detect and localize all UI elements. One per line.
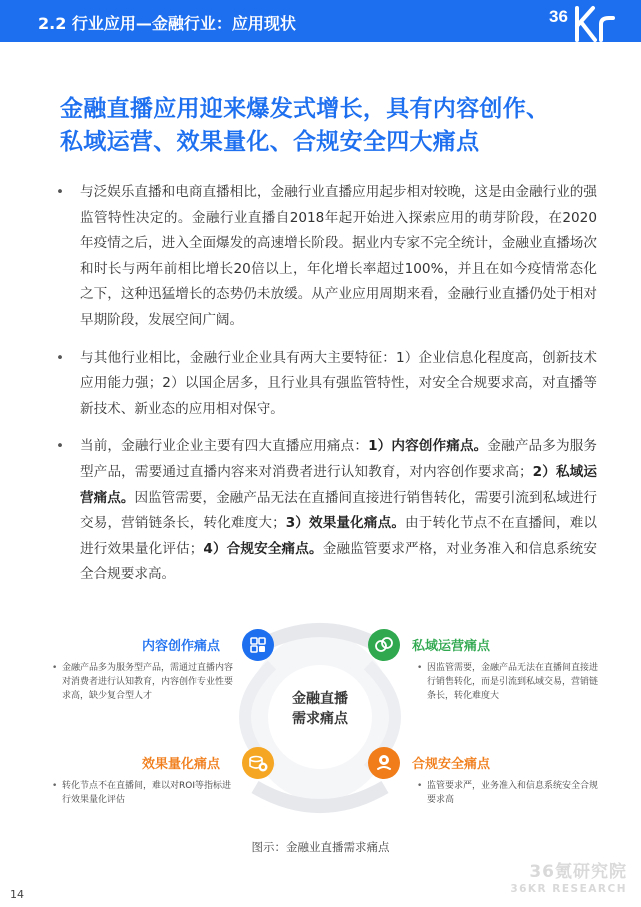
bullet-1-text: 与泛娱乐直播和电商直播相比，金融行业直播应用起步相对较晚，这是由金融行业的强监管特性决定的。金融行业直播自2018年起开始进入探索应用的萌芽阶段，在2020年疫情之后，进入全面爆发的高速增长阶段。据业内专家不完全统计，金融业直播场次和时长与两年前相比增长20倍以上，年化增长率超过100%，并且在如今疫情常态化之下，这种迅猛增长的态势仍未放缓。从产业应用周期来看，金融行业直播仍处于相对早期阶段，发展空间广阔。 (80, 184, 597, 328)
bullet-item-2 (52, 346, 597, 423)
quadrant-private-text: 因监管需要，金融产品无法在直播间直接进行销售转化，而是引流到私域交易，营销链条长，转化难度大 (427, 663, 599, 701)
bullet-dot-icon: • (417, 663, 423, 673)
quadrant-private-title: 私域运营痛点 (412, 639, 491, 654)
quadrant-effect-text: 转化节点不在直播间，难以对ROI等指标进行效果量化评估 (62, 781, 231, 805)
bullet-2-text: 与其他行业相比，金融行业企业具有两大主要特征：1）企业信息化程度高，创新技术应用能力强；2）以国企居多，且行业具有强监管特性，对安全合规要求高，对直播等新技术、新业态的应用相对保守。 (80, 349, 597, 417)
quadrant-compliance-text: 监管要求严，业务准入和信息系统安全合规要求高 (427, 781, 599, 805)
section-title: 2.2 行业应用—金融行业：应用现状 (38, 14, 296, 33)
quadrant-content-desc (52, 661, 236, 703)
headline-line-2: 私域运营、效果量化、合规安全四大痛点 (60, 129, 480, 155)
bullet-list (52, 180, 597, 600)
coins-icon (242, 747, 274, 779)
diagram-center-label (275, 689, 365, 729)
compliance-shield-icon (368, 747, 400, 779)
bullet-dot-icon: • (52, 663, 58, 673)
header-bar (0, 0, 641, 42)
page-headline (60, 93, 620, 159)
watermark-en: 36KR RESEARCH (510, 883, 627, 895)
pain-point-3-label: 3）效果量化痛点。 (285, 515, 406, 532)
quadrant-private-desc (417, 661, 601, 703)
bullet-dot-icon: • (56, 184, 65, 200)
pain-point-4-label: 4）合规安全痛点。 (203, 540, 323, 557)
center-line-2: 需求痛点 (292, 711, 348, 727)
bullet-dot-icon: • (52, 781, 58, 791)
bullet-dot-icon: • (56, 349, 65, 366)
quadrant-compliance-title: 合规安全痛点 (412, 757, 491, 772)
quadrant-content-text: 金融产品多为服务型产品，需通过直播内容对消费者进行认知教育，内容创作专业性要求高，缺少复合型人才 (62, 663, 234, 701)
page-number: 14 (10, 888, 24, 901)
content-grid-icon (242, 629, 274, 661)
36kr-logo-icon (547, 0, 627, 42)
pain-point-1-text: 金融产品多为服务型产品，需要通过直播内容来对消费者进行认知教育，对内容创作要求高； (80, 438, 598, 480)
quadrant-compliance-desc (417, 779, 601, 807)
pain-point-2-label: 2）私域运营痛点。 (80, 463, 597, 506)
svg-text:36: 36 (549, 7, 568, 26)
pain-points-diagram (40, 617, 601, 822)
bullet-3-intro: 当前，金融行业企业主要有四大直播应用痛点： (80, 438, 369, 455)
bullet-item-3 (52, 434, 597, 588)
pain-point-3-text: 由于转化节点不在直播间，难以进行效果量化评估； (80, 515, 598, 557)
watermark-cn: 36氪研究院 (529, 862, 627, 882)
watermark (510, 857, 627, 895)
quadrant-effect-desc (52, 779, 236, 807)
bullet-dot-icon: • (56, 438, 65, 455)
quadrant-effect-title: 效果量化痛点 (142, 757, 221, 772)
pain-point-2-text: 因监管需要，金融产品无法在直播间直接进行销售转化，需要引流到私域进行交易，营销链条长，转化难度大； (80, 489, 598, 532)
headline-line-1: 金融直播应用迎来爆发式增长，具有内容创作、 (60, 96, 550, 122)
bullet-dot-icon: • (417, 781, 423, 791)
bullet-item-1 (52, 180, 597, 334)
center-line-1: 金融直播 (292, 691, 348, 707)
quadrant-content-title: 内容创作痛点 (142, 639, 221, 654)
figure-caption: 图示：金融业直播需求痛点 (251, 840, 390, 854)
private-domain-link-icon (368, 629, 400, 661)
pain-point-4-text: 金融监管要求严格，对业务准入和信息系统安全合规要求高。 (80, 540, 598, 583)
pain-point-1-label: 1）内容创作痛点。 (368, 438, 488, 455)
